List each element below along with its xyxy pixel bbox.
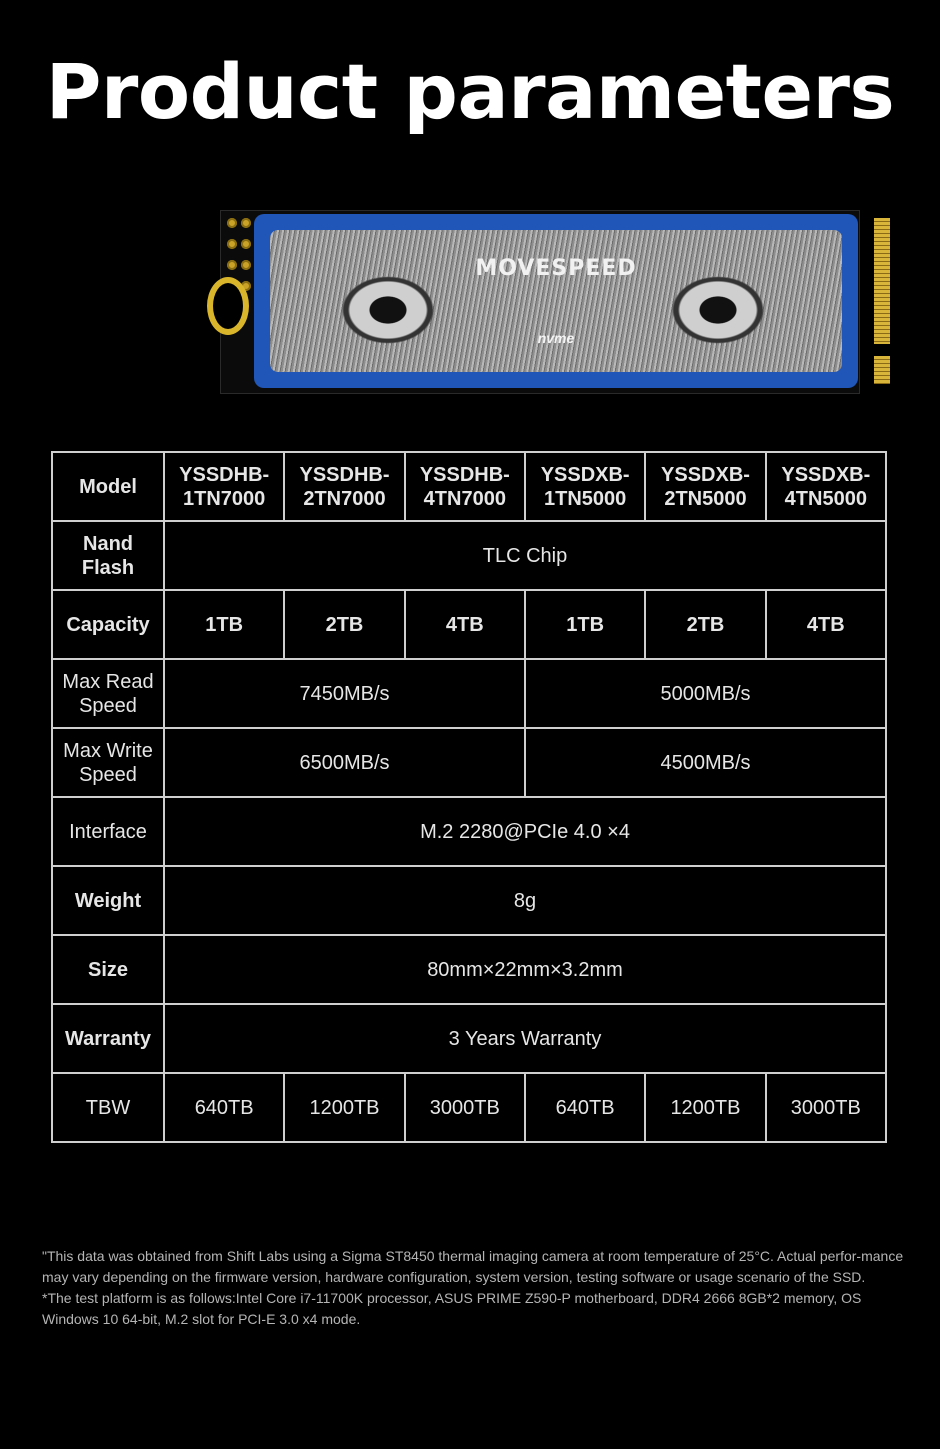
tbw-cell: 640TB [164, 1073, 284, 1142]
row-size [52, 935, 886, 1004]
tbw-cell: 3000TB [766, 1073, 886, 1142]
write-speed-7000: 6500MB/s [164, 728, 525, 797]
row-model [52, 452, 886, 521]
model-cell: YSSDXB- 1TN5000 [525, 452, 645, 521]
capacity-cell: 2TB [645, 590, 765, 659]
model-cell: YSSDHB- 4TN7000 [405, 452, 525, 521]
page-title: Product parameters [45, 47, 895, 136]
spec-table [51, 451, 887, 1143]
row-nand [52, 521, 886, 590]
footnotes [42, 1246, 904, 1330]
row-weight [52, 866, 886, 935]
row-header-weight: Weight [52, 866, 164, 935]
m2-connector [872, 218, 890, 384]
row-header-tbw: TBW [52, 1073, 164, 1142]
size-value: 80mm×22mm×3.2mm [164, 935, 886, 1004]
row-write-speed [52, 728, 886, 797]
row-header-read: Max Read Speed [52, 659, 164, 728]
model-cell: YSSDHB- 1TN7000 [164, 452, 284, 521]
ssd-product-image [220, 210, 890, 394]
row-warranty [52, 1004, 886, 1073]
footnote-test-platform: *The test platform is as follows:Intel Core i7-11700K processor, ASUS PRIME Z590-P motherboard, DDR4 2666 8GB*2 memory, OS Windows 10 64-bit, M.2 slot for PCI-E 3.0 x4 mode. [42, 1290, 862, 1327]
leopard-eyes-artwork [270, 230, 842, 372]
tbw-cell: 1200TB [645, 1073, 765, 1142]
row-capacity [52, 590, 886, 659]
row-tbw [52, 1073, 886, 1142]
capacity-cell: 4TB [766, 590, 886, 659]
brand-logo: MOVESPEED [475, 256, 637, 281]
row-header-capacity: Capacity [52, 590, 164, 659]
row-header-write: Max Write Speed [52, 728, 164, 797]
row-header-model: Model [52, 452, 164, 521]
capacity-cell: 1TB [525, 590, 645, 659]
model-cell: YSSDHB- 2TN7000 [284, 452, 404, 521]
warranty-value: 3 Years Warranty [164, 1004, 886, 1073]
row-header-warranty: Warranty [52, 1004, 164, 1073]
tbw-cell: 1200TB [284, 1073, 404, 1142]
read-speed-5000: 5000MB/s [525, 659, 886, 728]
ssd-label [254, 214, 858, 388]
row-read-speed [52, 659, 886, 728]
capacity-cell: 4TB [405, 590, 525, 659]
weight-value: 8g [164, 866, 886, 935]
tbw-cell: 640TB [525, 1073, 645, 1142]
row-header-size: Size [52, 935, 164, 1004]
row-header-nand: Nand Flash [52, 521, 164, 590]
nand-value: TLC Chip [164, 521, 886, 590]
write-speed-5000: 4500MB/s [525, 728, 886, 797]
footnote-thermal: "This data was obtained from Shift Labs using a Sigma ST8450 thermal imaging camera at room temperature of 25°C. Actual perfor-mance may vary depending on the firmware version, hardware configuration, system version, testing software or usage scenario of the SSD. [42, 1248, 904, 1285]
read-speed-7000: 7450MB/s [164, 659, 525, 728]
screw-notch [207, 277, 249, 335]
model-cell: YSSDXB- 4TN5000 [766, 452, 886, 521]
tbw-cell: 3000TB [405, 1073, 525, 1142]
row-interface [52, 797, 886, 866]
interface-value: M.2 2280@PCIe 4.0 ×4 [164, 797, 886, 866]
model-cell: YSSDXB- 2TN5000 [645, 452, 765, 521]
capacity-cell: 1TB [164, 590, 284, 659]
nvme-logo: nvme [537, 330, 575, 346]
capacity-cell: 2TB [284, 590, 404, 659]
row-header-interface: Interface [52, 797, 164, 866]
